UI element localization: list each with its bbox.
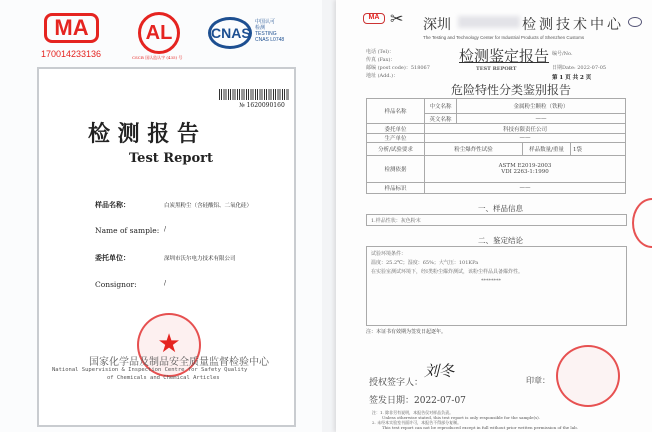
cnas-logo-small [628, 17, 642, 27]
report-date: 日期Date: 2022-07-05 [552, 65, 607, 71]
address: 地址 (Add.)： [366, 73, 399, 79]
conclusion-text [371, 250, 523, 286]
consignor-en-value: / [164, 280, 167, 287]
footnote: 2. 未经本实验室书面许可，本报告不得部分复制。 [372, 420, 462, 425]
conclusion-line: 在实验室测试环境下，经Ⅰ类粉尘爆炸测试，该粉尘样品具备爆炸性。 [371, 269, 523, 275]
tel: 电话 (Tel)： [366, 49, 394, 55]
seal-label: 印章： [526, 376, 550, 385]
sample-info: 1.样品性状：灰色粉末 [371, 218, 421, 224]
contact-info [366, 48, 430, 80]
org-name-en-2: of Chemicals and Chemical Articles [107, 375, 220, 381]
cell-cn-value: 金属粉尘颗粒（铁粉） [457, 99, 626, 114]
star-icon: ★ [157, 329, 181, 359]
footnote: Unless otherwise stated, this test report is only responsible for the sample(s). [382, 415, 540, 420]
consignor-en-label: Consignor: [95, 280, 137, 289]
cma-logo-small: MA [363, 13, 385, 24]
report-cover [37, 67, 296, 427]
title-en: Test Report [129, 151, 213, 166]
red-seal-partial [632, 198, 652, 248]
cell-qty-value: 1袋 [571, 143, 626, 156]
footnote: 注：1. 除非另有说明，本报告仅对样品负责。 [372, 410, 454, 415]
title-cn: 检 测 报 告 [88, 121, 199, 147]
cell-analysis-value: 粉尘爆炸性试验 [425, 143, 523, 156]
tools-emblem-icon: ✂ [390, 9, 404, 28]
cell-analysis: 分析/试验要求 [367, 143, 425, 156]
cell-basis-value [425, 156, 626, 183]
page-count: 第 1 页 共 2 页 [552, 75, 592, 81]
cnas-text [255, 19, 284, 43]
signer-label: 授权签字人： [369, 378, 424, 388]
cell-producer-value: —— [425, 134, 626, 143]
cell-qty: 样品数量/重量 [523, 143, 571, 156]
footnotes [372, 410, 578, 430]
left-document [0, 0, 322, 432]
cma-number: 170014233136 [41, 49, 102, 59]
conclusion-end: ******** [481, 278, 501, 284]
org-name-cn: 国家化学品及制品安全质量监督检验中心 [89, 357, 269, 368]
barcode [219, 89, 289, 100]
al-logo: AL [138, 12, 180, 54]
cell-mark-value: —— [425, 183, 626, 194]
cell-cn-name: 中文名称 [425, 99, 457, 114]
sample-table [366, 98, 626, 194]
right-document [336, 0, 652, 432]
conclusion-line: 试验环境条件： [371, 251, 407, 257]
cma-logo: MA [44, 13, 99, 43]
consignor-label: 委托单位： [95, 253, 130, 262]
cell-producer: 生产单位 [367, 134, 425, 143]
org-en: The Testing and Technology Center for Industrial Products of Shenzhen Customs [423, 35, 585, 40]
postcode: 邮编 (post code)：518067 [366, 65, 430, 71]
org-name-en-1: National Supervision & Inspection Centre for Safety Quality [52, 367, 248, 373]
cell-en-name: 英文名称 [425, 114, 457, 124]
report-title: 检测鉴定报告 [459, 47, 550, 65]
cnas-logo: CNAS [208, 17, 252, 49]
report-number: № 1620090160 [239, 102, 285, 109]
report-number: 编号/No. [552, 51, 573, 57]
sample-name-en-label: Name of sample: [95, 226, 160, 235]
report-subtitle: 危险特性分类鉴别报告 [451, 83, 572, 97]
sample-name-value: 白炭黑粉尘（含硅酸铝、二氧化硅） [164, 203, 253, 209]
issue-date: 签发日期：2022-07-07 [369, 396, 466, 406]
report-title-en: TEST REPORT [476, 66, 517, 72]
basis-1: ASTM E2019-2003 [498, 163, 552, 169]
cnas-cn2: 检测 [255, 25, 266, 31]
fax: 传真 (Fax)： [366, 57, 396, 63]
conclusion-box [366, 246, 627, 326]
cnas-cn: 中国认可 [255, 19, 276, 25]
basis-2: VDI 2263-1:1990 [501, 169, 549, 175]
cnas-code: CNAS L0748 [255, 37, 285, 43]
cell-client: 委托单位 [367, 124, 425, 134]
al-caption: CSCB 国认监认字 (435) 号 [132, 55, 183, 60]
cnas-testing: TESTING [255, 31, 277, 37]
section-conclusion: 二、鉴定结论 [478, 236, 523, 245]
signature: 刘冬 [424, 362, 455, 380]
section-sample-info: 一、样品信息 [478, 204, 523, 213]
sample-name-label: 样品名称： [95, 200, 130, 209]
cell-mark: 样品标识 [367, 183, 425, 194]
consignor-value: 深圳市沃尔电力技术有限公司 [164, 256, 236, 262]
red-seal [556, 345, 620, 407]
org-suffix: 检测技术中心 [522, 17, 624, 33]
cell-basis: 检测依据 [367, 156, 425, 183]
cell-en-value: —— [457, 114, 626, 124]
sample-info-box [366, 214, 627, 226]
cell-client-value: 科技有限责任公司 [425, 124, 626, 134]
org-prefix: 深圳 [423, 17, 451, 33]
org-redacted [458, 16, 520, 28]
sample-name-en-value: / [164, 226, 167, 233]
footnote: This test report can not be reproduced except in full without prior written permission of the lab. [382, 425, 578, 430]
cell-sample-name: 样品名称 [367, 99, 425, 124]
conclusion-line: 温度：25.2℃；湿度：65%；大气压：101KPa [371, 260, 479, 266]
note: 注：本证书有效期为签发日起逐年。 [366, 329, 447, 335]
